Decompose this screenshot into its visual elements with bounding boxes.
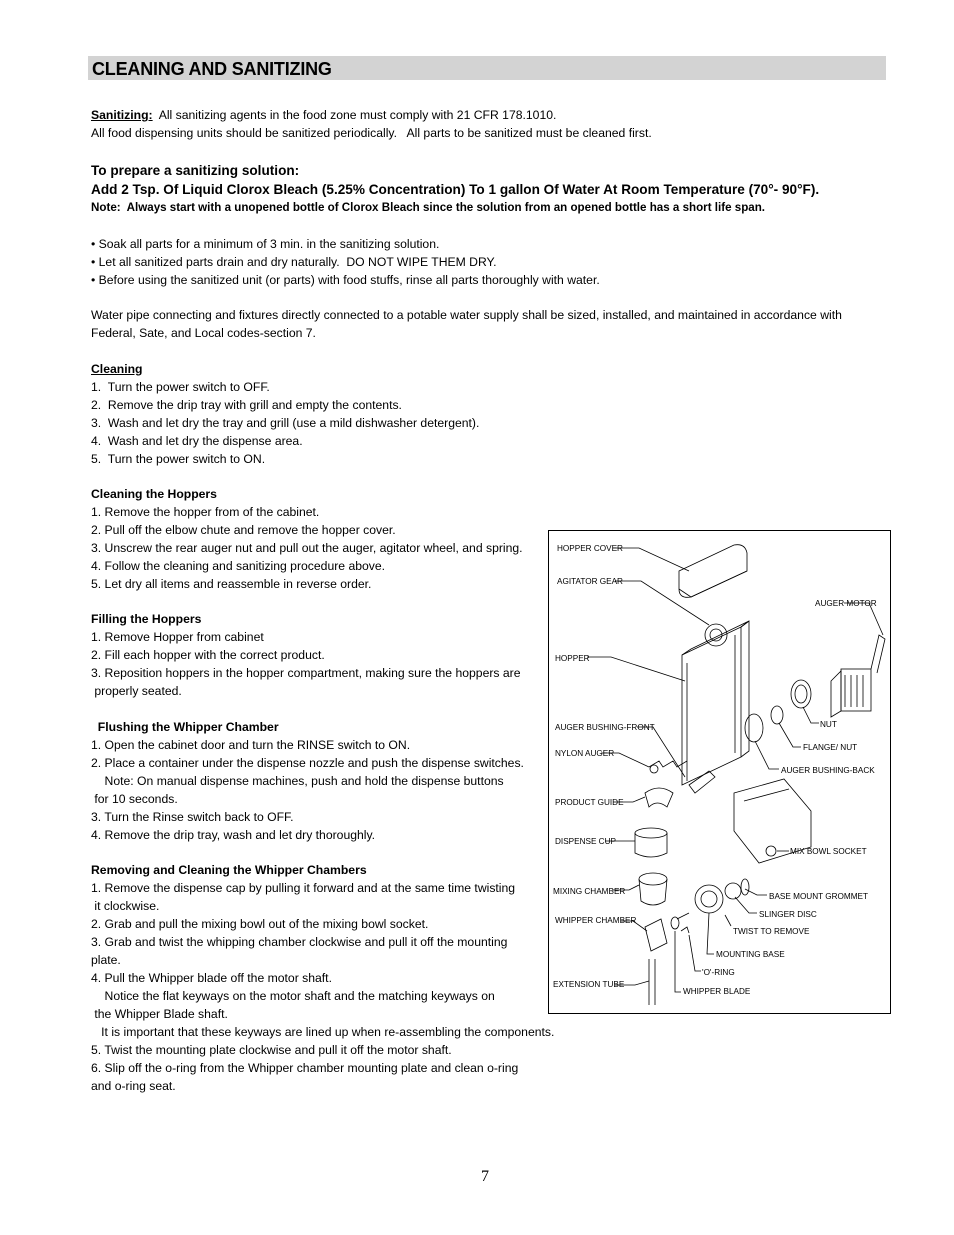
o-ring-shape [671,917,679,929]
cleaning-section [91,360,479,468]
hoppers-step: 5. Let dry all items and reassemble in reverse order. [91,577,372,591]
hoppers-heading: Cleaning the Hoppers [91,487,217,501]
label-o-ring: 'O'-RING [702,968,735,977]
mounting-base-shape [695,885,723,913]
flushing-step: 2. Place a container under the dispense nozzle and push the dispense switches. [91,756,524,770]
sanitizing-section [91,106,652,142]
label-auger-bushing-back: AUGER BUSHING-BACK [781,766,875,775]
diagram-drawing [549,531,892,1015]
mixing-chamber-shape [639,873,667,885]
filling-step: 1. Remove Hopper from cabinet [91,630,264,644]
filling-step: properly seated. [91,684,182,698]
label-hopper: HOPPER [555,654,590,663]
slinger-disc-shape [725,883,741,899]
hoppers-section [91,485,523,593]
removing-heading: Removing and Cleaning the Whipper Chambers [91,863,367,877]
product-guide-shape [645,788,673,807]
sanitizing-text-2: All food dispensing units should be sanitized periodically. All parts to be sanitized must be cleaned first. [91,126,652,140]
base-mount-grommet-shape [741,879,749,895]
label-extension-tube: EXTENSION TUBE [553,980,625,989]
label-nylon-auger: NYLON AUGER [555,749,615,758]
sanitizing-text-1: All sanitizing agents in the food zone must comply with 21 CFR 178.1010. [152,108,557,122]
flushing-step: for 10 seconds. [91,792,178,806]
removing-step: 6. Slip off the o-ring from the Whipper chamber mounting plate and clean o-ring [91,1061,519,1075]
cleaning-step: 2. Remove the drip tray with grill and empty the contents. [91,398,402,412]
removing-step: 4. Pull the Whipper blade off the motor shaft. [91,971,332,985]
removing-step: 3. Grab and twist the whipping chamber clockwise and pull it off the mounting [91,935,508,949]
bullet-item: • Soak all parts for a minimum of 3 min. in the sanitizing solution. [91,237,440,251]
hopper-cover-shape [679,545,747,598]
water-pipe-line: Federal, Sate, and Local codes-section 7. [91,326,316,340]
auger-bushing-back-shape [745,714,763,742]
flushing-step: 3. Turn the Rinse switch back to OFF. [91,810,294,824]
filling-heading: Filling the Hoppers [91,612,202,626]
label-base-mount-grommet: BASE MOUNT GROMMET [769,892,869,901]
extension-tube-shape [649,959,655,1005]
removing-section [91,861,554,1095]
removing-step: it clockwise. [91,899,160,913]
label-nut: NUT [820,720,837,729]
auger-motor-shape [841,669,871,711]
label-auger-motor: AUGER MOTOR [815,599,877,608]
sanitizing-bullets [91,235,600,289]
flushing-step: 4. Remove the drip tray, wash and let dry thoroughly. [91,828,376,842]
cleaning-heading: Cleaning [91,362,143,376]
page-title: CLEANING AND SANITIZING [92,59,332,79]
sanitizing-line-1 [91,106,652,124]
label-product-guide: PRODUCT GUIDE [555,798,624,807]
label-slinger-disc: SLINGER DISC [759,910,817,919]
removing-step: 1. Remove the dispense cap by pulling it forward and at the same time twisting [91,881,516,895]
hoppers-step: 2. Pull off the elbow chute and remove the hopper cover. [91,523,396,537]
label-mounting-base: MOUNTING BASE [716,950,785,959]
cleaning-step: 3. Wash and let dry the tray and grill (use a mild dishwasher detergent). [91,416,480,430]
removing-step: and o-ring seat. [91,1079,176,1093]
water-pipe-paragraph [91,306,842,342]
hopper-shape [682,627,741,785]
solution-note: Note: Always start with a unopened bottle of Clorox Bleach since the solution from an opened bottle has a short life span. [91,201,766,214]
cleaning-step: 1. Turn the power switch to OFF. [91,380,270,394]
flange-nut-shape [771,706,783,724]
removing-step: It is important that these keyways are lined up when re-assembling the components. [91,1025,555,1039]
flushing-step: 1. Open the cabinet door and turn the RINSE switch to ON. [91,738,411,752]
cleaning-step: 4. Wash and let dry the dispense area. [91,434,303,448]
hoppers-step: 4. Follow the cleaning and sanitizing procedure above. [91,559,386,573]
label-dispense-cup: DISPENSE CUP [555,837,616,846]
section-header-bar [88,56,886,80]
label-hopper-cover: HOPPER COVER [557,544,623,553]
bullet-item: • Let all sanitized parts drain and dry naturally. DO NOT WIPE THEM DRY. [91,255,497,269]
whipper-chamber-shape [645,919,667,951]
solution-section [91,161,819,217]
hoppers-step: 3. Unscrew the rear auger nut and pull out the auger, agitator wheel, and spring. [91,541,523,555]
removing-step: plate. [91,953,121,967]
solution-heading: To prepare a sanitizing solution: [91,163,300,178]
removing-step: 5. Twist the mounting plate clockwise and pull it off the motor shaft. [91,1043,452,1057]
label-mixing-chamber: MIXING CHAMBER [553,887,626,896]
filling-section [91,610,521,700]
page-number: 7 [481,1168,489,1185]
filling-step: 3. Reposition hoppers in the hopper compartment, making sure the hoppers are [91,666,521,680]
exploded-parts-diagram [548,530,891,1014]
flushing-step: Note: On manual dispense machines, push and hold the dispense buttons [91,774,504,788]
whipper-blade-shape [681,927,689,933]
label-flange-nut: FLANGE/ NUT [803,743,858,752]
nut-shape [791,680,811,708]
solution-instruction: Add 2 Tsp. Of Liquid Clorox Bleach (5.25% Concentration) To 1 gallon Of Water At Room Temperature (70°- 90°F). [91,182,820,197]
hoppers-step: 1. Remove the hopper from of the cabinet. [91,505,320,519]
flushing-section [91,718,524,844]
removing-step: Notice the flat keyways on the motor shaft and the matching keyways on [91,989,495,1003]
flushing-heading: Flushing the Whipper Chamber [91,720,279,734]
label-mix-bowl-socket: MIX BOWL SOCKET [790,847,867,856]
removing-step: 2. Grab and pull the mixing bowl out of the mixing bowl socket. [91,917,429,931]
label-whipper-chamber: WHIPPER CHAMBER [555,916,637,925]
dispense-cup-shape [635,828,667,838]
sanitizing-label: Sanitizing: [91,108,153,122]
removing-step: the Whipper Blade shaft. [91,1007,228,1021]
bullet-item: • Before using the sanitized unit (or parts) with food stuffs, rinse all parts thoroughly with water. [91,273,600,287]
cleaning-step: 5. Turn the power switch to ON. [91,452,266,466]
label-twist-to-remove: TWIST TO REMOVE [733,927,810,936]
label-auger-bushing-front: AUGER BUSHING-FRONT [555,723,655,732]
filling-step: 2. Fill each hopper with the correct product. [91,648,325,662]
water-pipe-line: Water pipe connecting and fixtures directly connected to a potable water supply shall be sized, installed, and maintained in accordance with [91,308,842,322]
nylon-auger-shape [649,761,687,767]
label-whipper-blade: WHIPPER BLADE [683,987,751,996]
label-agitator-gear: AGITATOR GEAR [557,577,623,586]
